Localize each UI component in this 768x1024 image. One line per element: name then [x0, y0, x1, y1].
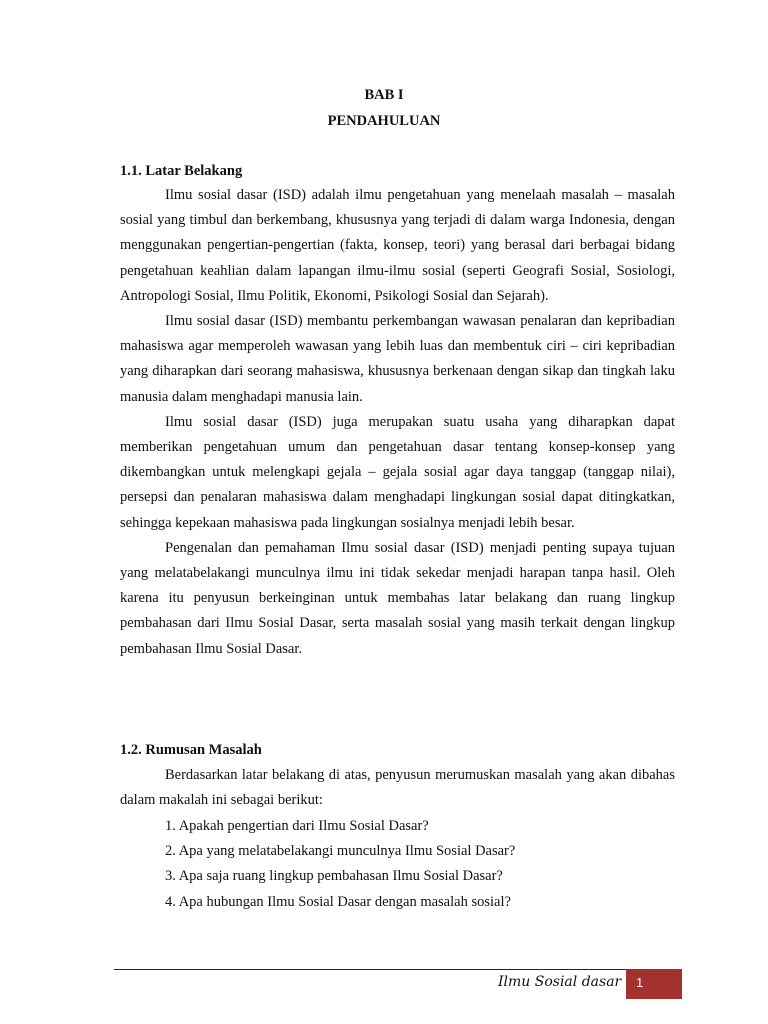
footer-divider: [114, 969, 682, 970]
section-heading-latar-belakang: 1.1. Latar Belakang: [120, 163, 243, 179]
page-number-badge: 1: [626, 969, 682, 999]
list-item: 3. Apa saja ruang lingkup pembahasan Ilmu Sosial Dasar?: [165, 868, 503, 885]
chapter-title: PENDAHULUAN: [327, 113, 441, 129]
list-item: 4. Apa hubungan Ilmu Sosial Dasar dengan masalah sosial?: [165, 893, 511, 910]
paragraph: Ilmu sosial dasar (ISD) juga merupakan suatu usaha yang diharapkan dapat memberikan pengetahuan umum dan pengetahuan dasar tentang konsep-konsep yang dikembangkan untuk melengkapi gejala – gejala sosial agar daya tanggap (tanggap nilai), persepsi dan penalaran mahasiswa dalam menghadapi lingkungan sosial dapat ditingkatkan, sehingga kepekaan mahasiswa pada lingkungan sosialnya menjadi lebih besar.: [120, 413, 675, 531]
section-heading-rumusan-masalah: 1.2. Rumusan Masalah: [120, 742, 262, 758]
paragraph: Berdasarkan latar belakang di atas, penyusun merumuskan masalah yang akan dibahas dalam makalah ini sebagai berikut:: [120, 767, 675, 809]
section-body-latar-belakang: [120, 183, 675, 662]
footer-title: Ilmu Sosial dasar: [498, 974, 622, 990]
chapter-number: BAB I: [364, 87, 404, 103]
list-item: 1. Apakah pengertian dari Ilmu Sosial Dasar?: [165, 818, 429, 834]
section-body-rumusan-masalah: [120, 763, 675, 813]
paragraph: Ilmu sosial dasar (ISD) adalah ilmu pengetahuan yang menelaah masalah – masalah sosial yang timbul dan berkembang, khususnya yang terjadi di dalam warga Indonesia, dengan menggunakan pengertian-pengertian (fakta, konsep, teori) yang berasal dari berbagai bidang pengetahuan keahlian dalam lapangan ilmu-ilmu sosial (seperti Geografi Sosial, Sosiologi, Antropologi Sosial, Ilmu Politik, Ekonomi, Psikologi Sosial dan Sejarah).: [120, 187, 675, 304]
paragraph: Pengenalan dan pemahaman Ilmu sosial dasar (ISD) menjadi penting supaya tujuan yang melatabelakangi munculnya ilmu ini tidak sekedar menjadi harapan tanpa hasil. Oleh karena itu penyusun berkeinginan untuk membahas latar belakang dan ruang lingkup pembahasan dari Ilmu Sosial Dasar, serta masalah sosial yang masih terkait dengan lingkup pembahasan Ilmu Sosial Dasar.: [120, 539, 675, 657]
list-item: 2. Apa yang melatabelakangi munculnya Ilmu Sosial Dasar?: [165, 843, 516, 860]
problem-list: [165, 814, 515, 915]
paragraph: Ilmu sosial dasar (ISD) membantu perkembangan wawasan penalaran dan kepribadian mahasiswa agar memperoleh wawasan yang lebih luas dan membentuk ciri – ciri kepribadian yang diharapkan dari seorang mahasiswa, khususnya berkenaan dengan sikap dan tingkah laku manusia dalam menghadapi manusia lain.: [120, 313, 675, 405]
